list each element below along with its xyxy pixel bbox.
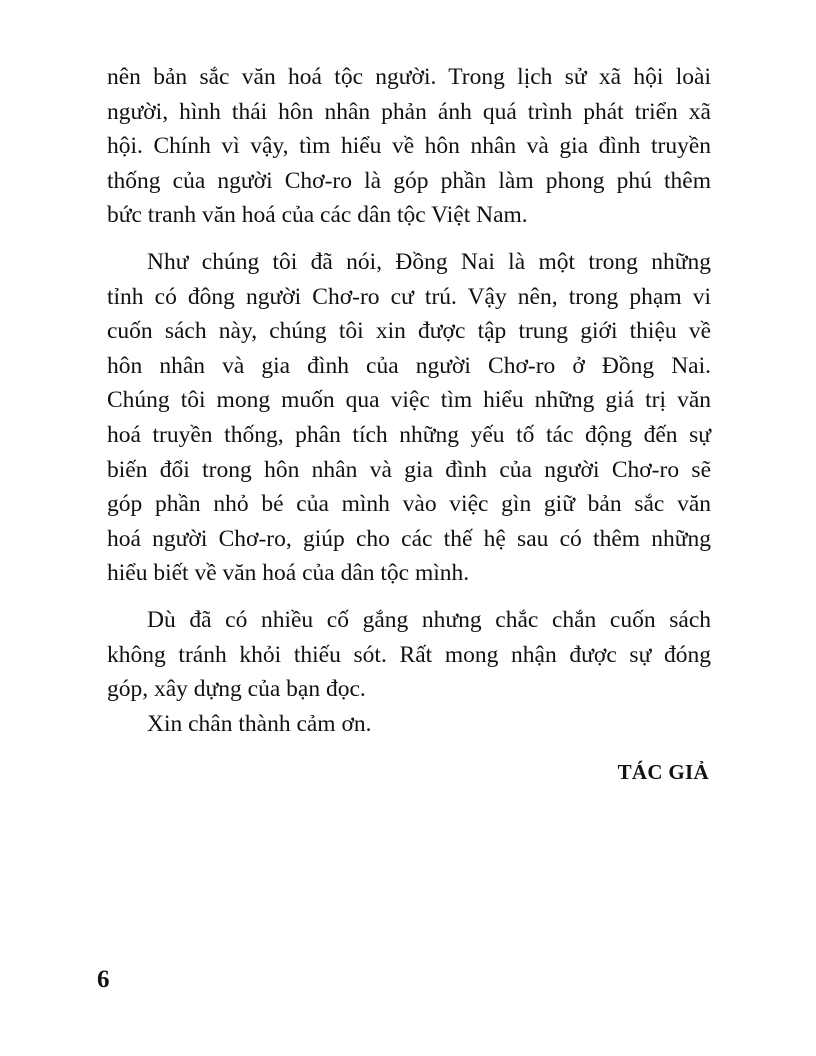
text-line: cuốn sách này, chúng tôi xin được tập trung giới thiệu về: [107, 318, 711, 345]
text-line: góp, xây dựng của bạn đọc.: [107, 676, 366, 703]
text-line: hoá người Chơ-ro, giúp cho các thế hệ sau có thêm những: [107, 525, 711, 552]
body-text: [107, 60, 711, 741]
text-line: biến đổi trong hôn nhân và gia đình của người Chơ-ro sẽ: [107, 456, 711, 483]
paragraph-4: [107, 707, 711, 742]
text-line: nên bản sắc văn hoá tộc người. Trong lịch sử xã hội loài: [107, 64, 711, 90]
text-line: hoá truyền thống, phân tích những yếu tố tác động đến sự: [107, 421, 711, 448]
text-line: hôn nhân và gia đình của người Chơ-ro ở Đồng Nai.: [107, 352, 711, 379]
text-line: người, hình thái hôn nhân phản ánh quá trình phát triển xã: [107, 98, 711, 125]
page-number: 6: [97, 966, 110, 993]
paragraph-1: [107, 60, 711, 233]
text-line: Như chúng tôi đã nói, Đồng Nai là một trong những: [147, 248, 711, 275]
text-line: Chúng tôi mong muốn qua việc tìm hiểu những giá trị văn: [107, 387, 711, 414]
text-line: hội. Chính vì vậy, tìm hiểu về hôn nhân và gia đình truyền: [107, 133, 711, 160]
text-line: không tránh khỏi thiếu sót. Rất mong nhận được sự đóng: [107, 641, 711, 668]
text-line: thống của người Chơ-ro là góp phần làm phong phú thêm: [107, 167, 711, 194]
text-line: góp phần nhỏ bé của mình vào việc gìn giữ bản sắc văn: [107, 491, 711, 518]
author-signature: TÁC GIẢ: [617, 760, 709, 784]
text-line: bức tranh văn hoá của các dân tộc Việt Nam.: [107, 202, 528, 229]
paragraph-2: [107, 245, 711, 591]
text-line: hiểu biết về văn hoá của dân tộc mình.: [107, 560, 470, 587]
paragraph-3: [107, 603, 711, 707]
text-line: Xin chân thành cảm ơn.: [147, 710, 372, 737]
text-line: tỉnh có đông người Chơ-ro cư trú. Vậy nên, trong phạm vi: [107, 283, 711, 310]
text-line: Dù đã có nhiều cố gắng nhưng chắc chắn cuốn sách: [147, 606, 711, 633]
